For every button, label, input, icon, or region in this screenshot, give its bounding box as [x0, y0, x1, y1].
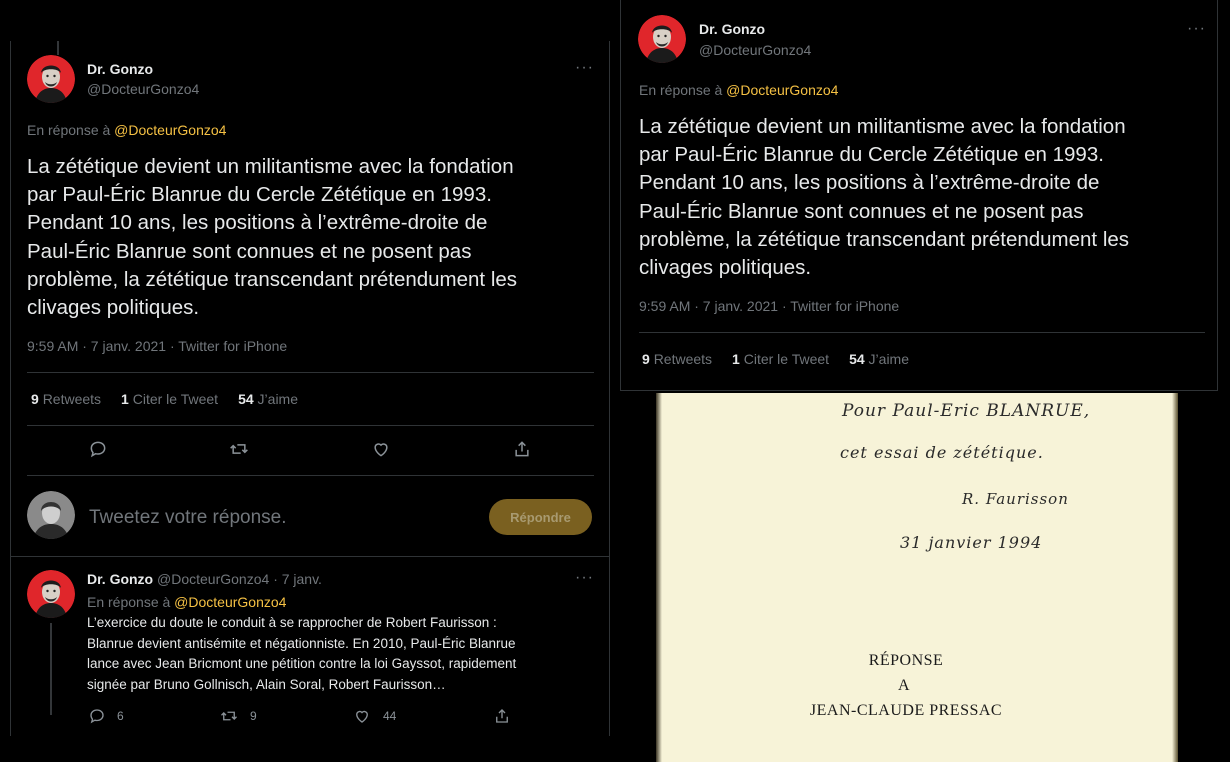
reply-mention-link[interactable]: @DocteurGonzo4 — [114, 122, 227, 138]
page-edge — [656, 393, 662, 762]
current-user-avatar — [27, 491, 75, 539]
quotes-stat[interactable]: 1 Citer le Tweet — [732, 351, 830, 367]
author-avatar[interactable] — [638, 15, 686, 63]
retweets-stat[interactable]: 9 Retweets — [31, 391, 102, 407]
reply-author-name[interactable]: Dr. Gonzo — [87, 571, 154, 587]
author-name[interactable]: Dr. Gonzo — [699, 21, 766, 37]
printed-title-line: A — [897, 677, 911, 694]
reply-author-handle[interactable]: @DocteurGonzo4 — [157, 571, 270, 587]
reply-body-line: Blanrue devient antisémite et négationniste. En 2010, Paul-Éric Blanrue — [87, 635, 516, 651]
handwritten-date: 31 janvier 1994 — [900, 533, 1043, 552]
divider — [11, 556, 609, 557]
reply-body-line: L’exercice du doute le conduit à se rapprocher de Robert Faurisson : — [87, 615, 497, 630]
tweet-stats — [31, 391, 298, 407]
page-edge — [1172, 393, 1178, 762]
handwritten-dedication-line: Pour Paul-Eric BLANRUE, — [842, 401, 1091, 421]
handwritten-dedication-line: cet essai de zététique. — [840, 443, 1044, 462]
tweet-body — [27, 153, 607, 322]
tweet-body-line: par Paul-Éric Blanrue du Cercle Zététique en 1993. — [27, 183, 492, 207]
tweet-body-line: par Paul-Éric Blanrue du Cercle Zététique en 1993. — [639, 143, 1104, 167]
share-icon[interactable] — [512, 439, 532, 464]
tweet-body-line: Paul-Éric Blanrue sont connues et ne posent pas — [27, 239, 472, 263]
reply-mention-link[interactable]: @DocteurGonzo4 — [174, 594, 287, 610]
quotes-stat[interactable]: 1 Citer le Tweet — [121, 391, 219, 407]
author-handle[interactable]: @DocteurGonzo4 — [699, 42, 812, 58]
tweet-body-line: Paul-Éric Blanrue sont connues et ne posent pas — [639, 199, 1084, 223]
reply-to-line — [27, 122, 226, 138]
tweet-timestamp[interactable]: 9:59 AM · 7 janv. 2021 · Twitter for iPhone — [27, 338, 288, 354]
likes-stat[interactable]: 54 J’aime — [238, 391, 299, 407]
tweet-stats — [642, 351, 909, 367]
reply-body-line: signée par Bruno Gollnisch, Alain Soral, Robert Faurisson… — [87, 676, 446, 692]
tweet-body — [639, 113, 1215, 282]
reply-body-line: lance avec Jean Bricmont une pétition contre la loi Gayssot, rapidement — [87, 656, 517, 671]
reply-to-line: En réponse à @DocteurGonzo4 — [639, 82, 839, 98]
tweet-body-line: La zététique devient un militantisme avec la fondation — [639, 115, 1126, 138]
reply-count: 6 — [117, 709, 124, 723]
tweet-body-line: Pendant 10 ans, les positions à l’extrême-droite de — [27, 211, 488, 235]
retweet-count: 9 — [250, 709, 257, 723]
like-count: 44 — [383, 709, 397, 723]
tweet-body-line: clivages politiques. — [639, 256, 812, 280]
author-handle[interactable]: @DocteurGonzo4 — [87, 81, 200, 97]
tweet-body-line: problème, la zététique transcendant prétendument les — [639, 227, 1130, 251]
reply-button[interactable]: Répondre — [489, 499, 592, 535]
reply-author-avatar[interactable] — [27, 570, 75, 618]
handwritten-signature: R. Faurisson — [962, 490, 1069, 508]
author-avatar[interactable] — [27, 55, 75, 103]
like-icon[interactable] — [371, 439, 391, 464]
printed-title-line: JEAN-CLAUDE PRESSAC — [809, 702, 1003, 719]
tweet-body-line: clivages politiques. — [27, 296, 200, 320]
more-icon[interactable]: ··· — [575, 59, 594, 76]
share-icon[interactable] — [493, 707, 511, 730]
thread-line-top — [57, 41, 59, 55]
tweet-timestamp[interactable]: 9:59 AM · 7 janv. 2021 · Twitter for iPhone — [639, 298, 900, 314]
more-icon[interactable]: ··· — [1187, 20, 1206, 37]
reply-icon[interactable] — [88, 439, 108, 464]
retweets-stat[interactable]: 9 Retweets — [642, 351, 713, 367]
book-page-photo — [656, 393, 1178, 762]
divider — [27, 372, 594, 373]
divider — [27, 475, 594, 476]
more-icon[interactable]: ··· — [575, 569, 594, 586]
reply-tweet-body — [87, 613, 587, 695]
reply-input[interactable]: Tweetez votre réponse. — [89, 507, 287, 528]
retweet-icon[interactable] — [228, 439, 250, 464]
reply-icon[interactable] — [88, 707, 106, 730]
reply-prefix: En réponse à — [27, 122, 115, 138]
printed-title-line: RÉPONSE — [868, 652, 944, 669]
reply-time[interactable]: · 7 janv. — [273, 571, 322, 587]
reply-tweet-header — [87, 571, 322, 587]
right-tweet-panel — [620, 0, 1218, 391]
tweet-body-line: problème, la zététique transcendant prétendument les — [27, 267, 518, 291]
reply-mention-link[interactable]: @DocteurGonzo4 — [726, 82, 839, 98]
likes-stat[interactable]: 54 J’aime — [849, 351, 910, 367]
thread-line — [50, 623, 52, 715]
like-icon[interactable] — [353, 707, 371, 730]
tweet-body-line: La zététique devient un militantisme avec la fondation — [27, 155, 514, 178]
retweet-icon[interactable] — [219, 707, 239, 730]
author-name[interactable]: Dr. Gonzo — [87, 61, 154, 77]
reply-to-line: En réponse à @DocteurGonzo4 — [87, 594, 287, 610]
tweet-body-line: Pendant 10 ans, les positions à l’extrême-droite de — [639, 171, 1100, 195]
divider — [27, 425, 594, 426]
left-tweet-panel — [10, 41, 610, 736]
divider — [639, 332, 1205, 333]
